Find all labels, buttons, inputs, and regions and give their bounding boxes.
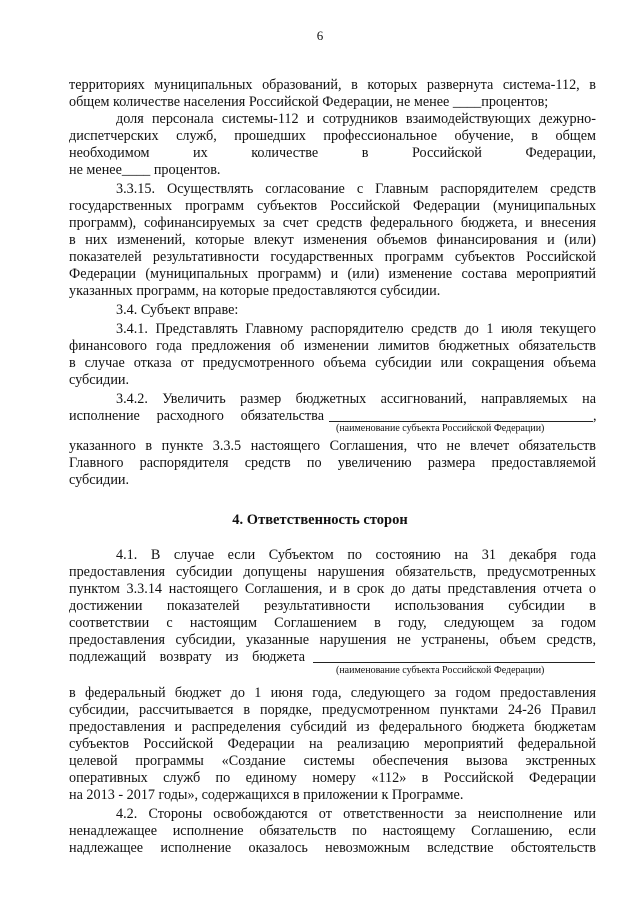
text-line: необходимом их количестве в Российской Федерации, xyxy=(69,145,596,161)
text-line: в случае отказа от предусмотренного объема субсидии или сокращения объема xyxy=(69,355,596,371)
text-line: соответствии с настоящим Соглашением в году, следующем за годом xyxy=(69,615,596,631)
text-line: целевой программы «Создание системы обеспечения вызова экстренных xyxy=(69,753,596,769)
text-line: предоставления субсидии допущены нарушения обязательств, предусмотренных xyxy=(69,564,596,580)
text-line: субсидии, рассчитывается в порядке, предусмотренном пунктами 24-26 Правил xyxy=(69,702,596,718)
text-line: на 2013 - 2017 годы», содержащихся в приложении к Программе. xyxy=(69,787,464,803)
text-line: 4.2. Стороны освобождаются от ответственности за неисполнение или xyxy=(116,806,596,822)
text-line: 3.4. Субъект вправе: xyxy=(116,302,239,318)
text-line: указанных программ, на которые предоставляются субсидии. xyxy=(69,283,441,299)
text-line: указанного в пункте 3.3.5 настоящего Соглашения, что не влечет обязательств xyxy=(69,438,596,454)
text-line: Главного распорядителя средств по увеличению размера предоставляемой xyxy=(69,455,596,471)
text-line: 3.4.1. Представлять Главному распорядителю средств до 1 июля текущего xyxy=(116,321,596,337)
fill-in-blank xyxy=(329,421,593,422)
text-line: оперативных служб по единому номеру «112» в Российской Федерации xyxy=(69,770,596,786)
text-line: , xyxy=(593,408,597,424)
text-line: предоставления и распределения субсидий из федерального бюджета бюджетам xyxy=(69,719,596,735)
text-line: 4.1. В случае если Субъектом по состоянию на 31 декабря года xyxy=(116,547,596,563)
text-line: в них изменений, которые влекут изменения объемов финансирования и (или) xyxy=(69,232,596,248)
text-line: не менее____ процентов. xyxy=(69,162,221,178)
page-number: 6 xyxy=(316,28,324,43)
text-line: подлежащий возврату из бюджета xyxy=(69,649,305,665)
field-caption: (наименование субъекта Российской Федерации) xyxy=(336,423,545,434)
field-caption: (наименование субъекта Российской Федерации) xyxy=(336,665,545,676)
text-line: субсидии. xyxy=(69,472,130,488)
text-line: ненадлежащее исполнение обязательств по настоящему Соглашению, если xyxy=(69,823,596,839)
text-line: государственных программ субъектов Российской Федерации (муниципальных xyxy=(69,198,596,214)
text-line: в федеральный бюджет до 1 июня года, следующего за годом предоставления xyxy=(69,685,596,701)
text-line: надлежащее исполнение оказалось невозможным вследствие обстоятельств xyxy=(69,840,596,856)
text-line: 3.3.15. Осуществлять согласование с Главным распорядителем средств xyxy=(116,181,596,197)
text-line: исполнение расходного обязательства xyxy=(69,408,324,424)
text-line: диспетчерских служб, прошедших профессиональное обучение, в общем xyxy=(69,128,596,144)
text-line: программ), софинансируемых за счет средств федерального бюджета, и внесения xyxy=(69,215,596,231)
section-heading: 4. Ответственность сторон xyxy=(232,512,408,528)
text-line: показателей результативности государственных программ субъектов Российской xyxy=(69,249,596,265)
text-line: доля персонала системы-112 и сотрудников взаимодействующих дежурно- xyxy=(116,111,596,127)
text-line: субъектов Российской Федерации на реализацию мероприятий федеральной xyxy=(69,736,596,752)
text-line: достижении показателей результативности использования субсидии в xyxy=(69,598,596,614)
text-line: предоставления субсидии, указанные нарушения не устранены, объем средств, xyxy=(69,632,596,648)
text-line: Федерации (муниципальных программ) и (или) изменение состава мероприятий xyxy=(69,266,596,282)
text-line: общем количестве населения Российской Федерации, не менее ____процентов; xyxy=(69,94,549,110)
text-line: пунктом 3.3.14 настоящего Соглашения, и в срок до даты представления отчета о xyxy=(69,581,596,597)
text-line: территориях муниципальных образований, в которых развернута система-112, в xyxy=(69,77,596,93)
text-line: 3.4.2. Увеличить размер бюджетных ассигнований, направляемых на xyxy=(116,391,596,407)
text-line: субсидии. xyxy=(69,372,130,388)
text-line: финансового года предложения об изменении лимитов бюджетных обязательств xyxy=(69,338,596,354)
fill-in-blank xyxy=(313,662,595,663)
